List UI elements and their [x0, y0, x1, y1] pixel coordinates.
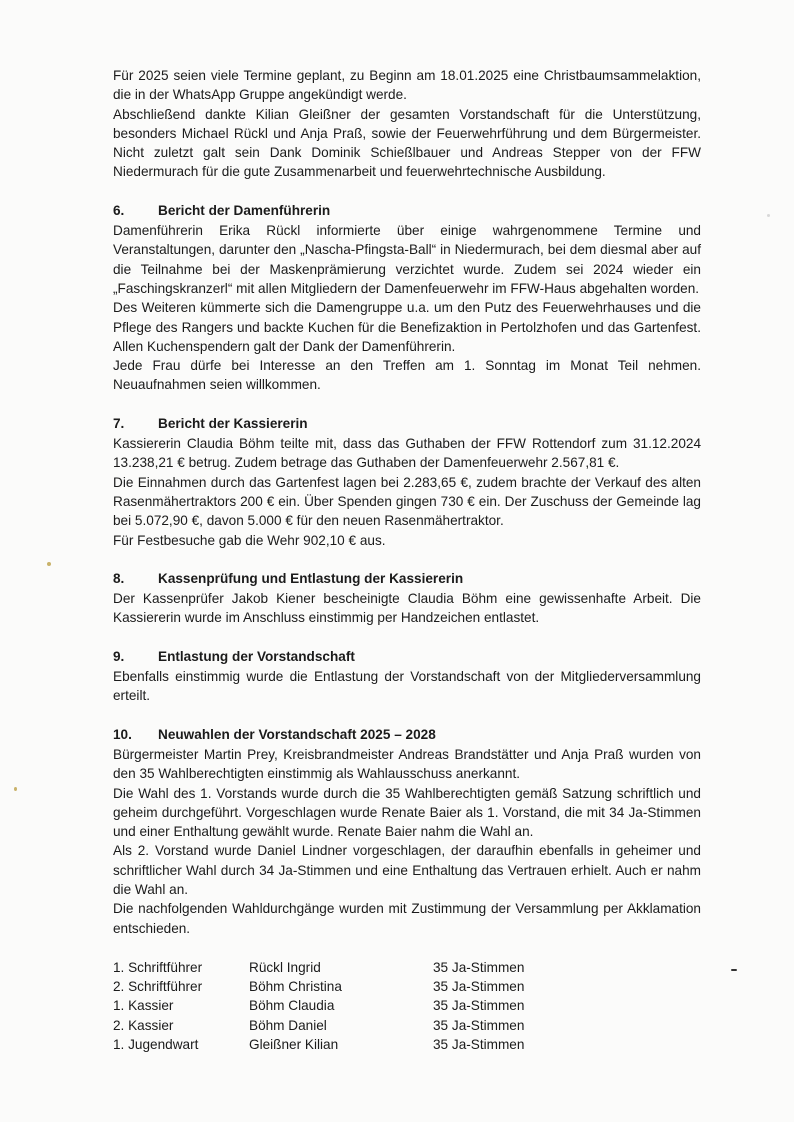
election-results-table [113, 958, 701, 1054]
section-heading [113, 569, 701, 588]
section-title: Entlastung der Vorstandschaft [158, 648, 355, 664]
section-number: 9. [113, 648, 125, 664]
paper-speck [14, 787, 17, 791]
section-paragraph: Bürgermeister Martin Prey, Kreisbrandmeister Andreas Brandstätter und Anja Praß wurden von den 35 Wahlberechtigten einstimmig als Wahlausschuss anerkannt. [113, 746, 701, 782]
section-number: 10. [113, 726, 132, 742]
section-paragraph: Jede Frau dürfe bei Interesse an den Treffen am 1. Sonntag im Monat Teil nehmen. Neuaufnahmen seien willkommen. [113, 358, 701, 393]
section-heading [113, 647, 701, 666]
section-paragraph: Die nachfolgenden Wahldurchgänge wurden mit Zustimmung der Versammlung per Akklamation entschieden. [113, 901, 701, 936]
vote-count: 35 Ja-Stimmen [433, 979, 525, 995]
section-damenfuehrerin [113, 201, 701, 395]
vote-count: 35 Ja-Stimmen [433, 1017, 525, 1033]
section-title: Kassenprüfung und Entlastung der Kassiererin [158, 570, 464, 586]
section-paragraph: Als 2. Vorstand wurde Daniel Lindner vorgeschlagen, der daraufhin ebenfalls in geheimer und schriftlicher Wahl durch 34 Ja-Stimmen und eine Enthaltung das Vertrauen erhielt. Auch er nahm die Wahl an. [113, 843, 701, 897]
office: 1. Schriftführer [113, 959, 203, 975]
election-result-row [113, 1016, 701, 1035]
section-heading [113, 414, 701, 433]
intro-paragraph: Für 2025 seien viele Termine geplant, zu Beginn am 18.01.2025 eine Christbaumsammelaktion, die in der WhatsApp Gruppe angekündigt werde. [113, 68, 701, 103]
office: 2. Kassier [113, 1017, 174, 1033]
vote-count: 35 Ja-Stimmen [433, 998, 525, 1014]
elected-person: Böhm Christina [249, 979, 342, 995]
section-neuwahlen [113, 725, 701, 938]
election-result-row [113, 1035, 701, 1054]
office: 1. Kassier [113, 998, 174, 1014]
office: 1. Jugendwart [113, 1037, 199, 1053]
section-paragraph: Für Festbesuche gab die Wehr 902,10 € aus. [113, 532, 386, 548]
intro-paragraph: Abschließend dankte Kilian Gleißner der gesamten Vorstandschaft für die Unterstützung, besonders Michael Rückl und Anja Praß, sowie der Feuerwehrführung und dem Bürgermeister. Nicht zuletzt galt sein Dank Dominik Schießlbauer und Andreas Stepper von der FFW Niedermurach für die gute Zusammenarbeit und feuerwehrtechnische Ausbildung. [113, 106, 701, 180]
vote-count: 35 Ja-Stimmen [433, 959, 525, 975]
section-title: Bericht der Damenführerin [158, 202, 331, 218]
paper-speck [731, 969, 737, 971]
elected-person: Rückl Ingrid [249, 959, 321, 975]
section-paragraph: Damenführerin Erika Rückl informierte über einige wahrgenommene Termine und Veranstaltungen, darunter den „Nascha-Pfingsta-Ball“ in Niedermurach, bei dem diesmal aber auf die Teilnahme bei der Maskenprämierung verzichtet wurde. Zudem sei 2024 wieder ein „Faschingskranzerl“ mit allen Mitgliedern der Damenfeuerwehr im FFW-Haus abgehalten worden. [113, 223, 701, 296]
section-heading [113, 201, 701, 220]
paper-speck [767, 214, 770, 217]
paper-speck [47, 562, 51, 566]
election-result-row [113, 958, 701, 977]
section-paragraph: Kassiererin Claudia Böhm teilte mit, dass das Guthaben der FFW Rottendorf zum 31.12.2024 13.238,21 € betrug. Zudem betrage das Guthaben der Damenfeuerwehr 2.567,81 €. [113, 436, 701, 471]
section-title: Neuwahlen der Vorstandschaft 2025 – 2028 [158, 726, 436, 742]
elected-person: Gleißner Kilian [249, 1037, 339, 1053]
election-result-row [113, 977, 701, 996]
vote-count: 35 Ja-Stimmen [433, 1037, 525, 1053]
section-number: 6. [113, 202, 125, 218]
section-title: Bericht der Kassiererin [158, 415, 308, 431]
section-paragraph: Die Einnahmen durch das Gartenfest lagen bei 2.283,65 €, zudem brachte der Verkauf des alten Rasenmähertraktors 200 € ein. Über Spenden gingen 730 € ein. Der Zuschuss der Gemeinde lag bei 5.072,90 €, davon 5.000 € für den neuen Rasenmähertraktor. [113, 474, 701, 529]
elected-person: Böhm Daniel [249, 1017, 327, 1033]
section-paragraph: Des Weiteren kümmerte sich die Damengruppe u.a. um den Putz des Feuerwehrhauses und die Pflege des Rangers und backte Kuchen für die Benefizaktion in Pertolzhofen und das Gartenfest. Allen Kuchenspendern galt der Dank der Damenführerin. [113, 300, 701, 354]
election-result-row [113, 996, 701, 1015]
elected-person: Böhm Claudia [249, 998, 335, 1014]
section-heading [113, 725, 701, 744]
section-number: 8. [113, 570, 125, 586]
section-kassenpruefung [113, 569, 701, 628]
section-paragraph: Ebenfalls einstimmig wurde die Entlastung der Vorstandschaft von der Mitgliederversammlung erteilt. [113, 669, 701, 704]
section-paragraph: Der Kassenprüfer Jakob Kiener bescheinigte Claudia Böhm eine gewissenhafte Arbeit. Die Kassiererin wurde im Anschluss einstimmig per Handzeichen entlastet. [113, 591, 701, 626]
section-kassiererin [113, 414, 701, 550]
section-entlastung-vorstandschaft [113, 647, 701, 706]
section-paragraph: Die Wahl des 1. Vorstands wurde durch die 35 Wahlberechtigten gemäß Satzung schriftlich und geheim durchgeführt. Vorgeschlagen wurde Renate Baier als 1. Vorstand, die mit 34 Ja-Stimmen und einer Enthaltung gewählt wurde. Renate Baier nahm die Wahl an. [113, 785, 701, 840]
office: 2. Schriftführer [113, 979, 203, 995]
section-number: 7. [113, 415, 125, 431]
document-page [113, 66, 701, 1054]
